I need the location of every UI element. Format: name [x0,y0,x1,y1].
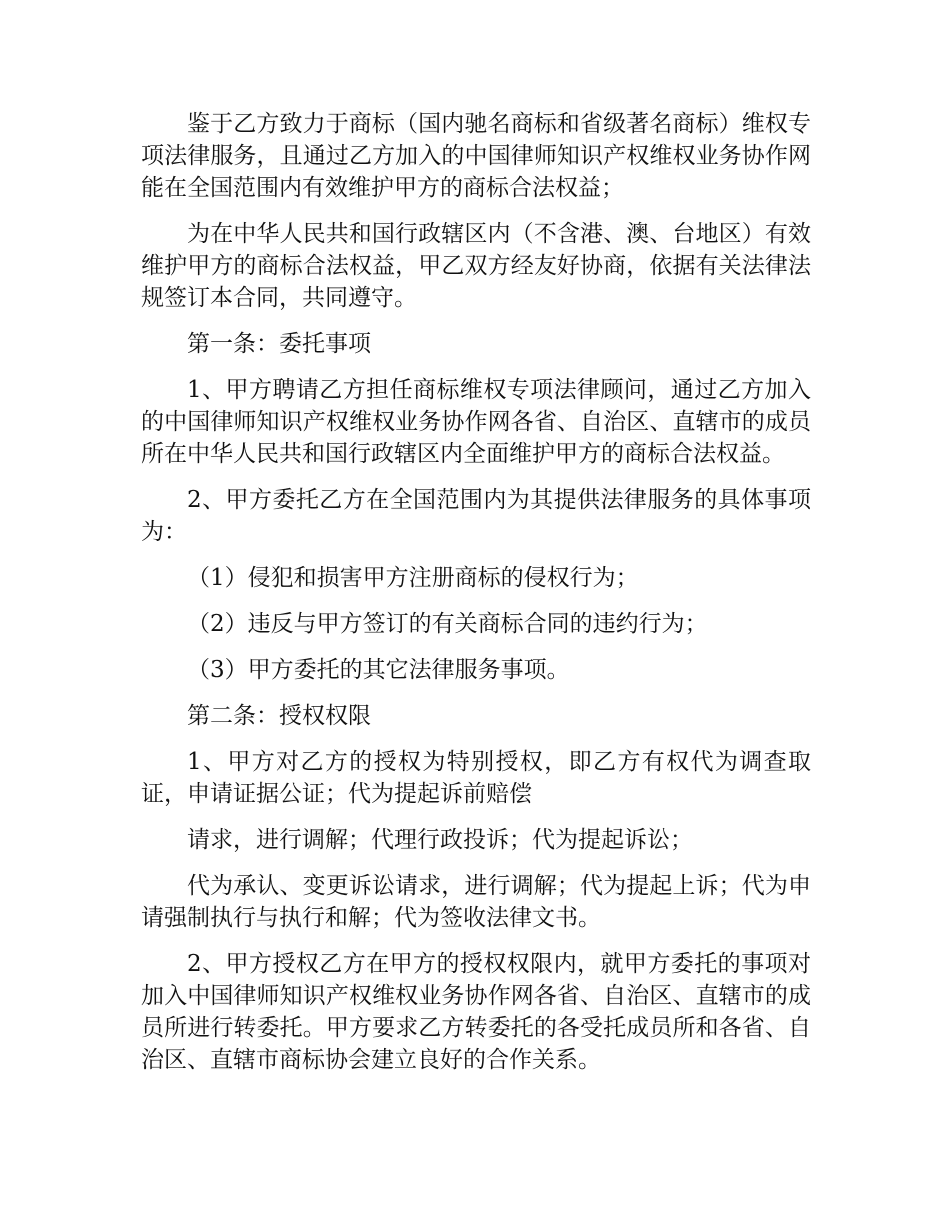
preamble-paragraph-1: 鉴于乙方致力于商标（国内驰名商标和省级著名商标）维权专项法律服务，且通过乙方加入的中国律师知识产权维权业务协作网能在全国范围内有效维护甲方的商标合法权益； [141,111,811,201]
article-2-clause-1-continued-b: 代为承认、变更诉讼请求，进行调解；代为提起上诉；代为申请强制执行与执行和解；代为签收法律文书。 [141,873,811,931]
article-2-heading: 第二条：授权权限 [187,703,371,729]
article-1-item-1: （1）侵犯和损害甲方注册商标的侵权行为； [187,565,639,591]
article-1-clause-2: 2、甲方委托乙方在全国范围内为其提供法律服务的具体事项为： [141,487,811,545]
article-2-clause-2: 2、甲方授权乙方在甲方的授权权限内，就甲方委托的事项对加入中国律师知识产权维权业务协作网各省、自治区、直辖市的成员所进行转委托。甲方要求乙方转委托的各受托成员所和各省、自治区、直辖市商标协会建立良好的合作关系。 [141,951,811,1073]
article-1-item-3: （3）甲方委托的其它法律服务事项。 [187,657,570,683]
article-1-clause-1: 1、甲方聘请乙方担任商标维权专项法律顾问，通过乙方加入的中国律师知识产权维权业务协作网各省、自治区、直辖市的成员所在中华人民共和国行政辖区内全面维护甲方的商标合法权益。 [141,377,811,467]
article-1-heading: 第一条：委托事项 [187,331,371,357]
document-body [141,108,811,1090]
article-2-clause-1: 1、甲方对乙方的授权为特别授权，即乙方有权代为调查取证，申请证据公证；代为提起诉前赔偿 [141,749,811,807]
article-1-item-2: （2）违反与甲方签订的有关商标合同的违约行为； [187,611,708,637]
preamble-paragraph-2: 为在中华人民共和国行政辖区内（不含港、澳、台地区）有效维护甲方的商标合法权益，甲乙双方经友好协商，依据有关法律法规签订本合同，共同遵守。 [141,221,811,311]
article-2-clause-1-continued-a: 请求，进行调解；代理行政投诉；代为提起诉讼； [187,827,693,853]
